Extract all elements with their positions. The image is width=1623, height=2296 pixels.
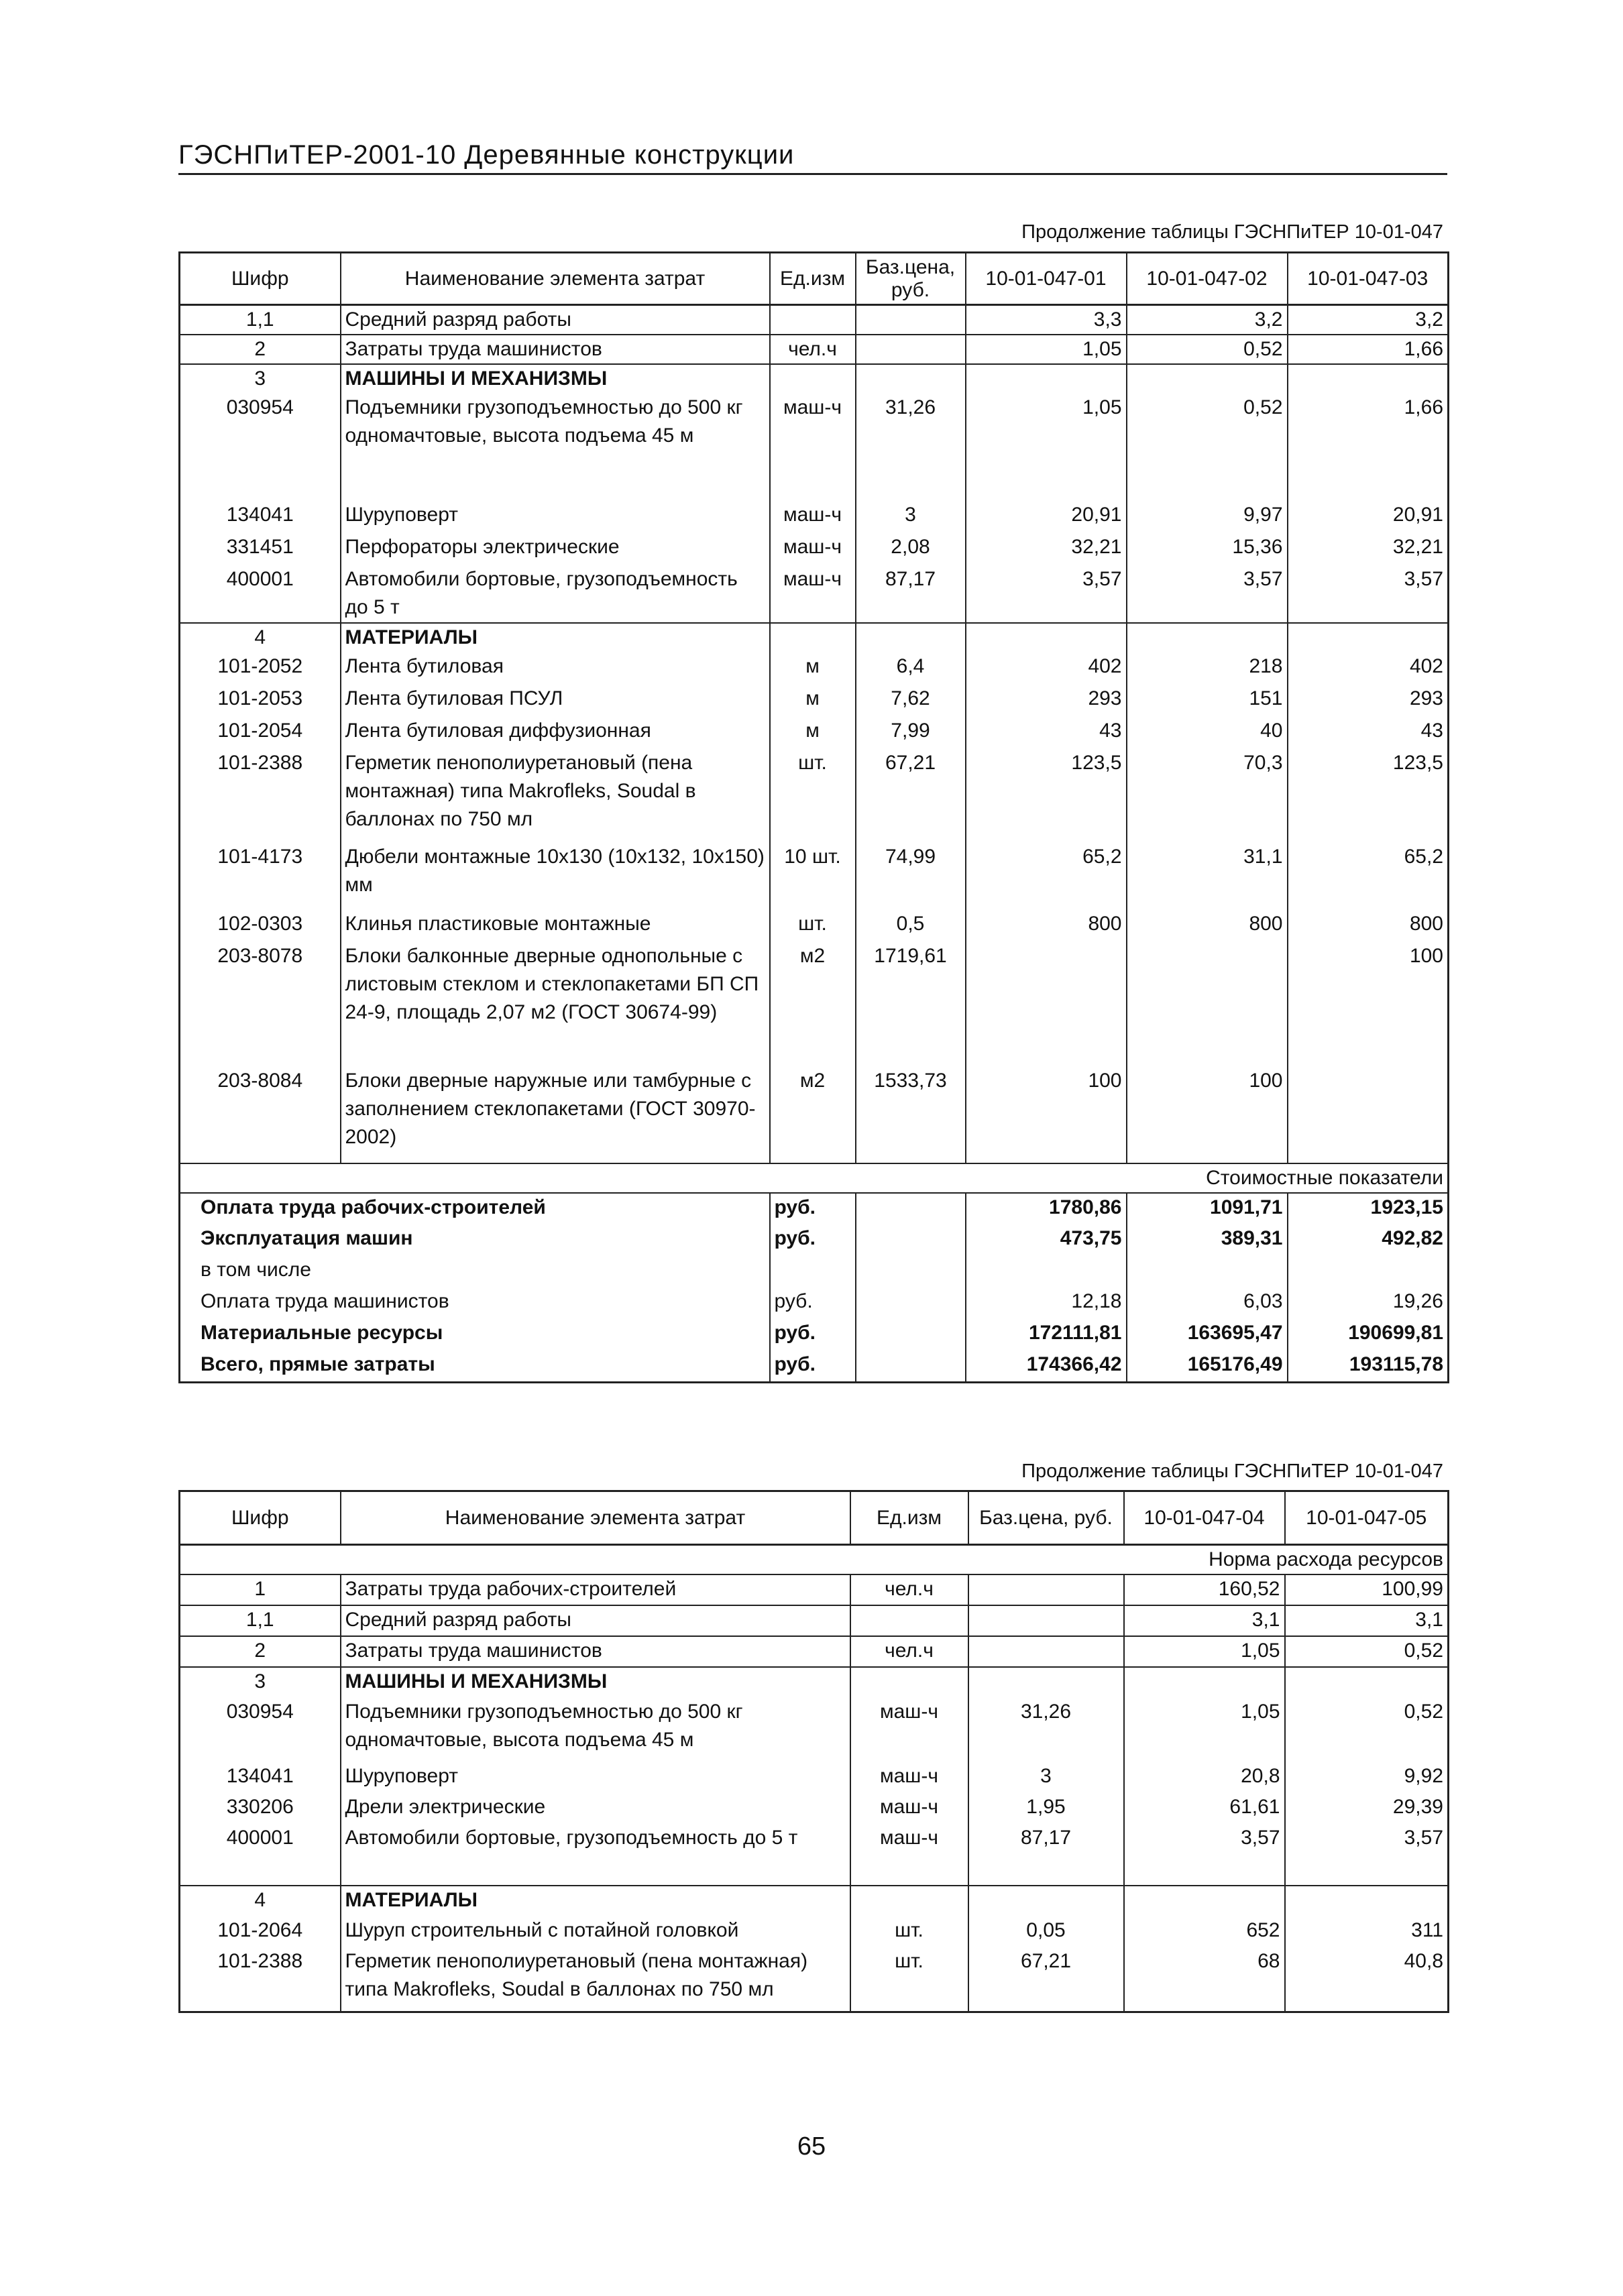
row-value-047-05: 0,52 xyxy=(1285,1636,1449,1667)
row-base-price: 67,21 xyxy=(968,1947,1124,2012)
row-name: МАШИНЫ И МЕХАНИЗМЫ xyxy=(341,1667,850,1698)
cost-price-empty xyxy=(856,1193,966,1224)
row-value-047-01 xyxy=(966,942,1127,1067)
row-value-047-02: 0,52 xyxy=(1127,335,1288,364)
row-value-047-05: 3,1 xyxy=(1285,1605,1449,1636)
cost-price-empty xyxy=(856,1224,966,1256)
row-unit: маш-ч xyxy=(770,565,856,623)
row-unit: м xyxy=(770,717,856,749)
cost-value-047-02: 6,03 xyxy=(1127,1287,1288,1319)
col-header-047-05: 10-01-047-05 xyxy=(1285,1491,1449,1545)
row-base-price: 31,26 xyxy=(968,1698,1124,1762)
row-base-price xyxy=(968,1574,1124,1605)
table1-continuation: Продолжение таблицы ГЭСНПиТЕР 10-01-047 xyxy=(1021,221,1443,243)
row-value-047-01: 123,5 xyxy=(966,749,1127,843)
row-base-price xyxy=(856,623,966,652)
row-base-price: 6,4 xyxy=(856,652,966,685)
table-row xyxy=(180,533,1449,565)
row-base-price: 74,99 xyxy=(856,843,966,910)
row-value-047-02: 70,3 xyxy=(1127,749,1288,843)
row-code: 3 xyxy=(180,364,341,394)
cost-value-047-03: 1923,15 xyxy=(1288,1193,1449,1224)
row-name: МАТЕРИАЛЫ xyxy=(341,623,770,652)
cost-value-047-03: 492,82 xyxy=(1288,1224,1449,1256)
col-header-unit: Ед.изм xyxy=(850,1491,968,1545)
table-row xyxy=(180,335,1449,364)
table-row xyxy=(180,749,1449,843)
row-name: Блоки балконные дверные однопольные с листовым стеклом и стеклопакетами БП СП 24-9, площадь 2,07 м2 (ГОСТ 30674-99) xyxy=(341,942,770,1067)
table-row xyxy=(180,1605,1449,1636)
row-unit: маш-ч xyxy=(770,533,856,565)
row-value-047-02: 15,36 xyxy=(1127,533,1288,565)
row-base-price: 3 xyxy=(856,501,966,533)
cost-unit: руб. xyxy=(770,1319,856,1351)
row-value-047-03: 3,57 xyxy=(1288,565,1449,623)
cost-row xyxy=(180,1193,1449,1224)
row-unit xyxy=(770,623,856,652)
cost-value-047-02: 165176,49 xyxy=(1127,1351,1288,1382)
norm-label-row xyxy=(180,1545,1449,1575)
row-code: 331451 xyxy=(180,533,341,565)
row-code: 030954 xyxy=(180,1698,341,1762)
row-value-047-02 xyxy=(1127,623,1288,652)
row-value-047-01 xyxy=(966,623,1127,652)
row-unit: м xyxy=(770,685,856,717)
row-value-047-01: 43 xyxy=(966,717,1127,749)
cost-label-row xyxy=(180,1163,1449,1193)
table-row xyxy=(180,1916,1449,1947)
row-name: Лента бутиловая диффузионная xyxy=(341,717,770,749)
row-value-047-01 xyxy=(966,364,1127,394)
row-value-047-02: 100 xyxy=(1127,1067,1288,1163)
table-row xyxy=(180,910,1449,942)
row-value-047-05: 100,99 xyxy=(1285,1574,1449,1605)
cost-value-047-03: 19,26 xyxy=(1288,1287,1449,1319)
row-value-047-05: 0,52 xyxy=(1285,1698,1449,1762)
row-unit: маш-ч xyxy=(770,394,856,501)
col-header-name: Наименование элемента затрат xyxy=(341,253,770,305)
row-value-047-04: 652 xyxy=(1124,1916,1285,1947)
row-value-047-04: 68 xyxy=(1124,1947,1285,2012)
row-value-047-03: 1,66 xyxy=(1288,394,1449,501)
row-value-047-01: 800 xyxy=(966,910,1127,942)
col-header-code: Шифр xyxy=(180,253,341,305)
running-header-text: ГЭСНПиТЕР-2001-10 Деревянные конструкции xyxy=(178,140,795,170)
col-header-price: Баз.цена, руб. xyxy=(856,253,966,305)
row-unit: чел.ч xyxy=(850,1636,968,1667)
col-header-code: Шифр xyxy=(180,1491,341,1545)
row-value-047-02: 31,1 xyxy=(1127,843,1288,910)
row-value-047-02: 3,2 xyxy=(1127,305,1288,335)
row-code: 203-8078 xyxy=(180,942,341,1067)
row-value-047-01: 100 xyxy=(966,1067,1127,1163)
row-base-price xyxy=(968,1636,1124,1667)
cost-row xyxy=(180,1287,1449,1319)
row-value-047-01: 402 xyxy=(966,652,1127,685)
row-code: 4 xyxy=(180,1886,341,1916)
row-unit: 10 шт. xyxy=(770,843,856,910)
row-base-price: 0,05 xyxy=(968,1916,1124,1947)
row-unit: шт. xyxy=(850,1916,968,1947)
row-value-047-02: 3,57 xyxy=(1127,565,1288,623)
row-name: Герметик пенополиуретановый (пена монтажная) типа Makrofleks, Soudal в баллонах по 750 мл xyxy=(341,1947,850,2012)
row-value-047-02: 9,97 xyxy=(1127,501,1288,533)
row-value-047-04: 3,1 xyxy=(1124,1605,1285,1636)
row-code: 2 xyxy=(180,1636,341,1667)
row-base-price: 31,26 xyxy=(856,394,966,501)
row-name: Средний разряд работы xyxy=(341,1605,850,1636)
row-code: 101-2054 xyxy=(180,717,341,749)
row-base-price: 1533,73 xyxy=(856,1067,966,1163)
row-unit: шт. xyxy=(770,910,856,942)
row-name: Лента бутиловая xyxy=(341,652,770,685)
cost-name: Эксплуатация машин xyxy=(180,1224,770,1256)
row-name: Затраты труда машинистов xyxy=(341,335,770,364)
row-value-047-04: 61,61 xyxy=(1124,1793,1285,1824)
row-code: 4 xyxy=(180,623,341,652)
row-base-price xyxy=(968,1605,1124,1636)
cost-row xyxy=(180,1224,1449,1256)
row-base-price xyxy=(856,364,966,394)
row-code: 330206 xyxy=(180,1793,341,1824)
row-unit: чел.ч xyxy=(770,335,856,364)
row-base-price: 3 xyxy=(968,1762,1124,1793)
cost-price-empty xyxy=(856,1287,966,1319)
table-row xyxy=(180,1824,1449,1886)
row-value-047-02: 40 xyxy=(1127,717,1288,749)
col-header-047-02: 10-01-047-02 xyxy=(1127,253,1288,305)
row-name: Подъемники грузоподъемностью до 500 кг одномачтовые, высота подъема 45 м xyxy=(341,1698,850,1762)
row-value-047-05: 3,57 xyxy=(1285,1824,1449,1886)
row-value-047-02: 151 xyxy=(1127,685,1288,717)
page-number: 65 xyxy=(797,2132,826,2161)
row-value-047-03: 65,2 xyxy=(1288,843,1449,910)
row-name: Дюбели монтажные 10х130 (10х132, 10х150) мм xyxy=(341,843,770,910)
resource-table-2 xyxy=(178,1490,1449,2013)
cost-value-047-01: 174366,42 xyxy=(966,1351,1127,1382)
row-unit: маш-ч xyxy=(850,1793,968,1824)
cost-name: Всего, прямые затраты xyxy=(180,1351,770,1382)
col-header-name: Наименование элемента затрат xyxy=(341,1491,850,1545)
row-name: Шуруповерт xyxy=(341,501,770,533)
running-header xyxy=(178,134,1447,175)
row-name: Затраты труда рабочих-строителей xyxy=(341,1574,850,1605)
row-name: Шуруповерт xyxy=(341,1762,850,1793)
row-value-047-05: 40,8 xyxy=(1285,1947,1449,2012)
row-value-047-04: 160,52 xyxy=(1124,1574,1285,1605)
row-name: Автомобили бортовые, грузоподъемность до 5 т xyxy=(341,565,770,623)
row-name: МАШИНЫ И МЕХАНИЗМЫ xyxy=(341,364,770,394)
cost-unit xyxy=(770,1256,856,1287)
row-code: 1,1 xyxy=(180,1605,341,1636)
row-value-047-02: 800 xyxy=(1127,910,1288,942)
cost-unit: руб. xyxy=(770,1224,856,1256)
row-value-047-03 xyxy=(1288,364,1449,394)
table-row xyxy=(180,717,1449,749)
cost-value-047-03 xyxy=(1288,1256,1449,1287)
row-code: 134041 xyxy=(180,501,341,533)
row-code: 1 xyxy=(180,1574,341,1605)
col-header-047-04: 10-01-047-04 xyxy=(1124,1491,1285,1545)
row-value-047-04: 20,8 xyxy=(1124,1762,1285,1793)
row-value-047-03 xyxy=(1288,1067,1449,1163)
row-code: 134041 xyxy=(180,1762,341,1793)
row-code: 400001 xyxy=(180,565,341,623)
row-base-price: 2,08 xyxy=(856,533,966,565)
table-row xyxy=(180,1886,1449,1916)
row-value-047-01: 1,05 xyxy=(966,394,1127,501)
cost-price-empty xyxy=(856,1351,966,1382)
row-unit: м2 xyxy=(770,942,856,1067)
row-value-047-02 xyxy=(1127,364,1288,394)
row-unit: шт. xyxy=(770,749,856,843)
row-code: 400001 xyxy=(180,1824,341,1886)
cost-unit: руб. xyxy=(770,1351,856,1382)
row-code: 102-0303 xyxy=(180,910,341,942)
table-row xyxy=(180,394,1449,501)
table-row xyxy=(180,685,1449,717)
row-unit: м2 xyxy=(770,1067,856,1163)
cost-value-047-01: 12,18 xyxy=(966,1287,1127,1319)
cost-value-047-02: 1091,71 xyxy=(1127,1193,1288,1224)
norm-label: Норма расхода ресурсов xyxy=(180,1545,1449,1575)
row-value-047-03: 43 xyxy=(1288,717,1449,749)
table-row xyxy=(180,1698,1449,1762)
row-code: 101-2064 xyxy=(180,1916,341,1947)
row-value-047-03: 32,21 xyxy=(1288,533,1449,565)
table-row xyxy=(180,623,1449,652)
row-name: Автомобили бортовые, грузоподъемность до 5 т xyxy=(341,1824,850,1886)
cost-name: Материальные ресурсы xyxy=(180,1319,770,1351)
cost-unit: руб. xyxy=(770,1193,856,1224)
row-base-price: 1,95 xyxy=(968,1793,1124,1824)
row-name: Средний разряд работы xyxy=(341,305,770,335)
cost-value-047-03: 190699,81 xyxy=(1288,1319,1449,1351)
table-row xyxy=(180,843,1449,910)
row-value-047-03 xyxy=(1288,623,1449,652)
row-value-047-02 xyxy=(1127,942,1288,1067)
row-base-price: 0,5 xyxy=(856,910,966,942)
row-value-047-01: 3,57 xyxy=(966,565,1127,623)
row-unit: маш-ч xyxy=(850,1762,968,1793)
row-value-047-03: 293 xyxy=(1288,685,1449,717)
row-value-047-04: 1,05 xyxy=(1124,1636,1285,1667)
cost-value-047-01: 473,75 xyxy=(966,1224,1127,1256)
table-row xyxy=(180,1947,1449,2012)
row-value-047-01: 1,05 xyxy=(966,335,1127,364)
row-base-price xyxy=(856,305,966,335)
row-value-047-04: 1,05 xyxy=(1124,1698,1285,1762)
row-base-price: 7,99 xyxy=(856,717,966,749)
row-base-price: 87,17 xyxy=(968,1824,1124,1886)
row-base-price xyxy=(968,1886,1124,1916)
table-row xyxy=(180,1067,1449,1163)
row-value-047-04: 3,57 xyxy=(1124,1824,1285,1886)
cost-value-047-02: 163695,47 xyxy=(1127,1319,1288,1351)
row-value-047-01: 293 xyxy=(966,685,1127,717)
cost-value-047-03: 193115,78 xyxy=(1288,1351,1449,1382)
row-value-047-02: 218 xyxy=(1127,652,1288,685)
cost-row xyxy=(180,1256,1449,1287)
row-code: 030954 xyxy=(180,394,341,501)
row-name: Подъемники грузоподъемностью до 500 кг одномачтовые, высота подъема 45 м xyxy=(341,394,770,501)
table-row xyxy=(180,942,1449,1067)
resource-table-1 xyxy=(178,251,1449,1383)
row-value-047-03: 123,5 xyxy=(1288,749,1449,843)
cost-value-047-01 xyxy=(966,1256,1127,1287)
row-code: 2 xyxy=(180,335,341,364)
cost-label: Стоимостные показатели xyxy=(180,1163,1449,1193)
row-value-047-05: 29,39 xyxy=(1285,1793,1449,1824)
row-name: МАТЕРИАЛЫ xyxy=(341,1886,850,1916)
row-unit xyxy=(770,364,856,394)
row-code: 203-8084 xyxy=(180,1067,341,1163)
table-row xyxy=(180,1762,1449,1793)
row-value-047-03: 800 xyxy=(1288,910,1449,942)
col-header-047-03: 10-01-047-03 xyxy=(1288,253,1449,305)
row-value-047-05: 9,92 xyxy=(1285,1762,1449,1793)
cost-row xyxy=(180,1319,1449,1351)
row-code: 101-2388 xyxy=(180,1947,341,2012)
row-name: Герметик пенополиуретановый (пена монтажная) типа Makrofleks, Soudal в баллонах по 750 мл xyxy=(341,749,770,843)
row-name: Дрели электрические xyxy=(341,1793,850,1824)
table-row xyxy=(180,565,1449,623)
cost-name: Оплата труда рабочих-строителей xyxy=(180,1193,770,1224)
row-code: 101-2053 xyxy=(180,685,341,717)
row-code: 101-4173 xyxy=(180,843,341,910)
row-unit: маш-ч xyxy=(850,1698,968,1762)
row-value-047-03: 100 xyxy=(1288,942,1449,1067)
table-row xyxy=(180,305,1449,335)
table-row xyxy=(180,1667,1449,1698)
cost-price-empty xyxy=(856,1256,966,1287)
row-value-047-05: 311 xyxy=(1285,1916,1449,1947)
table1-header-row xyxy=(180,253,1449,305)
row-base-price xyxy=(968,1667,1124,1698)
cost-price-empty xyxy=(856,1319,966,1351)
cost-value-047-02 xyxy=(1127,1256,1288,1287)
table-row xyxy=(180,501,1449,533)
row-unit: шт. xyxy=(850,1947,968,2012)
table-row xyxy=(180,1574,1449,1605)
row-value-047-05 xyxy=(1285,1886,1449,1916)
row-value-047-01: 3,3 xyxy=(966,305,1127,335)
row-name: Клинья пластиковые монтажные xyxy=(341,910,770,942)
row-base-price: 7,62 xyxy=(856,685,966,717)
row-value-047-03: 3,2 xyxy=(1288,305,1449,335)
cost-value-047-02: 389,31 xyxy=(1127,1224,1288,1256)
row-unit: маш-ч xyxy=(770,501,856,533)
row-value-047-01: 32,21 xyxy=(966,533,1127,565)
row-unit xyxy=(770,305,856,335)
row-name: Перфораторы электрические xyxy=(341,533,770,565)
row-unit xyxy=(850,1886,968,1916)
row-value-047-03: 1,66 xyxy=(1288,335,1449,364)
row-unit: чел.ч xyxy=(850,1574,968,1605)
row-name: Блоки дверные наружные или тамбурные с заполнением стеклопакетами (ГОСТ 30970-2002) xyxy=(341,1067,770,1163)
row-base-price: 87,17 xyxy=(856,565,966,623)
table-row xyxy=(180,1793,1449,1824)
row-value-047-04 xyxy=(1124,1667,1285,1698)
table2-continuation: Продолжение таблицы ГЭСНПиТЕР 10-01-047 xyxy=(1021,1460,1443,1482)
col-header-unit: Ед.изм xyxy=(770,253,856,305)
row-name: Лента бутиловая ПСУЛ xyxy=(341,685,770,717)
cost-value-047-01: 172111,81 xyxy=(966,1319,1127,1351)
row-unit: м xyxy=(770,652,856,685)
row-unit xyxy=(850,1667,968,1698)
col-header-047-01: 10-01-047-01 xyxy=(966,253,1127,305)
row-value-047-01: 20,91 xyxy=(966,501,1127,533)
col-header-price: Баз.цена, руб. xyxy=(968,1491,1124,1545)
row-code: 1,1 xyxy=(180,305,341,335)
row-code: 3 xyxy=(180,1667,341,1698)
row-value-047-02: 0,52 xyxy=(1127,394,1288,501)
row-value-047-03: 402 xyxy=(1288,652,1449,685)
row-base-price: 67,21 xyxy=(856,749,966,843)
row-value-047-01: 65,2 xyxy=(966,843,1127,910)
cost-unit: руб. xyxy=(770,1287,856,1319)
row-base-price: 1719,61 xyxy=(856,942,966,1067)
table-row xyxy=(180,1636,1449,1667)
row-code: 101-2052 xyxy=(180,652,341,685)
row-code: 101-2388 xyxy=(180,749,341,843)
table2-header-row xyxy=(180,1491,1449,1545)
cost-value-047-01: 1780,86 xyxy=(966,1193,1127,1224)
row-name: Шуруп строительный с потайной головкой xyxy=(341,1916,850,1947)
row-base-price xyxy=(856,335,966,364)
table-row xyxy=(180,364,1449,394)
row-name: Затраты труда машинистов xyxy=(341,1636,850,1667)
row-unit: маш-ч xyxy=(850,1824,968,1886)
row-unit xyxy=(850,1605,968,1636)
row-value-047-03: 20,91 xyxy=(1288,501,1449,533)
cost-row xyxy=(180,1351,1449,1382)
table-row xyxy=(180,652,1449,685)
cost-name: Оплата труда машинистов xyxy=(180,1287,770,1319)
row-value-047-04 xyxy=(1124,1886,1285,1916)
row-value-047-05 xyxy=(1285,1667,1449,1698)
cost-name: в том числе xyxy=(180,1256,770,1287)
